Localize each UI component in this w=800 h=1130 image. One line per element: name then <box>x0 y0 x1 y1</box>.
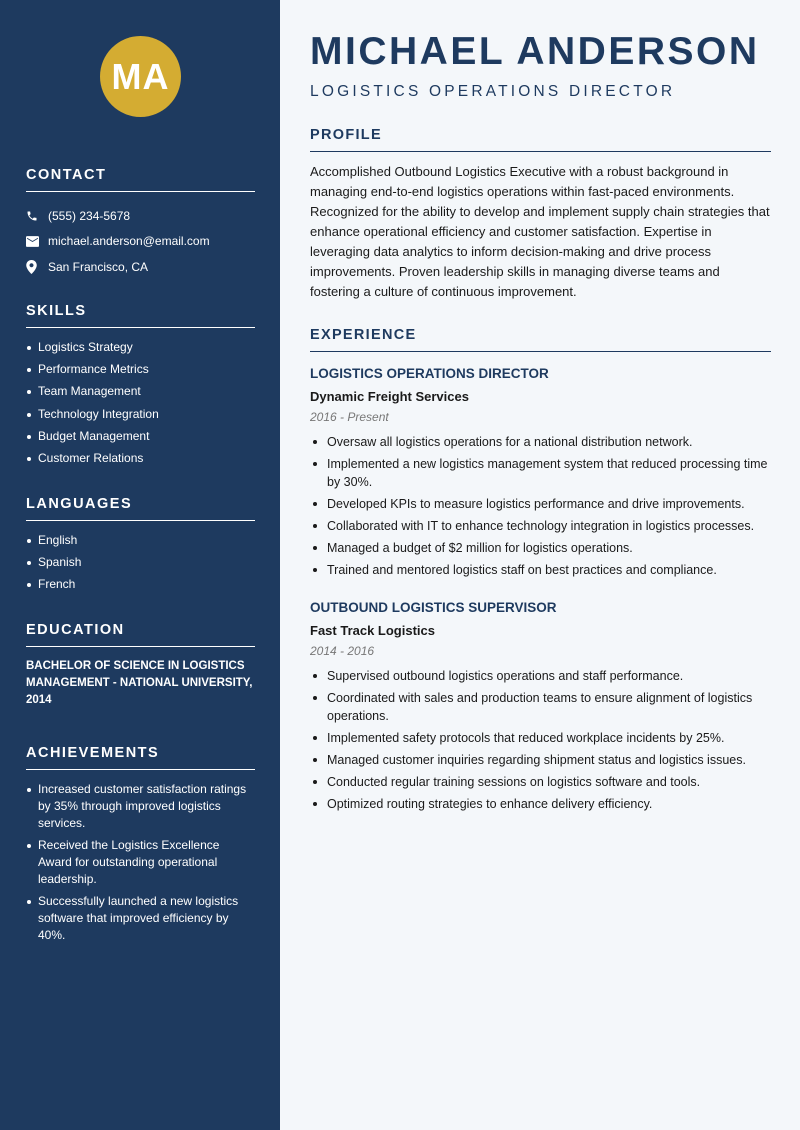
experience-section <box>310 327 771 352</box>
language-item: English <box>26 532 255 549</box>
skill-item: Logistics Strategy <box>26 339 255 356</box>
achievement-item: Received the Logistics Excellence Award for outstanding operational leadership. <box>26 837 255 888</box>
achievements-list <box>26 781 255 944</box>
education-heading: EDUCATION <box>26 622 255 647</box>
skill-item: Budget Management <box>26 428 255 445</box>
job-title-header: LOGISTICS OPERATIONS DIRECTOR <box>310 83 676 100</box>
achievement-item: Successfully launched a new logistics software that improved efficiency by 40%. <box>26 893 255 944</box>
job-bullets <box>310 667 771 813</box>
sidebar <box>0 0 280 1130</box>
job-bullet: Managed a budget of $2 million for logistics operations. <box>310 539 771 557</box>
job-bullet: Implemented a new logistics management system that reduced processing time by 30%. <box>310 455 771 491</box>
job-dates: 2016 - Present <box>310 410 389 424</box>
achievements-section <box>26 745 255 950</box>
avatar <box>100 36 181 117</box>
job-entry <box>310 366 771 583</box>
contact-phone <box>26 203 255 229</box>
candidate-name: MICHAEL ANDERSON <box>310 30 760 73</box>
job-bullet: Trained and mentored logistics staff on best practices and compliance. <box>310 561 771 579</box>
experience-heading: EXPERIENCE <box>310 327 771 352</box>
skills-list <box>26 339 255 467</box>
profile-section <box>310 127 771 302</box>
profile-text: Accomplished Outbound Logistics Executive with a robust background in managing end-to-end logistics operations within fast-paced environments. Recognized for the ability to develop and implement supply chain strategies that enhance operational efficiency and customer satisfaction. Expertise in leveraging data analytics to inform decision-making and drive process improvements. Proven leadership skills in managing diverse teams and fostering a culture of continuous improvement. <box>310 164 770 299</box>
job-bullet: Conducted regular training sessions on logistics software and tools. <box>310 773 771 791</box>
job-bullet: Implemented safety protocols that reduced workplace incidents by 25%. <box>310 729 771 747</box>
job-dates: 2014 - 2016 <box>310 644 375 658</box>
contact-email-text[interactable]: michael.anderson@email.com <box>48 234 210 249</box>
achievements-heading: ACHIEVEMENTS <box>26 745 255 770</box>
language-item: Spanish <box>26 554 255 571</box>
job-title: LOGISTICS OPERATIONS DIRECTOR <box>310 366 549 381</box>
job-bullet: Developed KPIs to measure logistics performance and drive improvements. <box>310 495 771 513</box>
languages-list <box>26 532 255 593</box>
phone-icon <box>26 210 48 222</box>
language-item: French <box>26 576 255 593</box>
languages-section <box>26 496 255 599</box>
contact-email <box>26 229 255 255</box>
job-company: Fast Track Logistics <box>310 623 435 638</box>
job-bullet: Supervised outbound logistics operations and staff performance. <box>310 667 771 685</box>
email-icon <box>26 236 48 247</box>
skill-item: Customer Relations <box>26 450 255 467</box>
contact-heading: CONTACT <box>26 167 255 192</box>
contact-list <box>26 203 255 280</box>
contact-phone-text[interactable]: (555) 234-5678 <box>48 208 131 223</box>
contact-section <box>26 167 255 280</box>
job-title: OUTBOUND LOGISTICS SUPERVISOR <box>310 600 557 615</box>
job-bullet: Oversaw all logistics operations for a national distribution network. <box>310 433 771 451</box>
profile-heading: PROFILE <box>310 127 771 152</box>
job-bullet: Managed customer inquiries regarding shipment status and logistics issues. <box>310 751 771 769</box>
skill-item: Technology Integration <box>26 406 255 423</box>
job-entry <box>310 600 771 817</box>
job-bullet: Optimized routing strategies to enhance delivery efficiency. <box>310 795 771 813</box>
contact-location-text: San Francisco, CA <box>48 259 149 274</box>
job-bullet: Collaborated with IT to enhance technology integration in logistics processes. <box>310 517 771 535</box>
skills-heading: SKILLS <box>26 303 255 328</box>
languages-heading: LANGUAGES <box>26 496 255 521</box>
skill-item: Team Management <box>26 383 255 400</box>
job-bullet: Coordinated with sales and production teams to ensure alignment of logistics operations. <box>310 689 771 725</box>
avatar-initials: MA <box>111 55 170 97</box>
education-degree: BACHELOR OF SCIENCE IN LOGISTICS MANAGEMENT - NATIONAL UNIVERSITY, 2014 <box>26 660 253 706</box>
job-company: Dynamic Freight Services <box>310 389 469 404</box>
education-section <box>26 622 255 709</box>
location-pin-icon <box>26 260 48 274</box>
job-bullets <box>310 433 771 579</box>
skill-item: Performance Metrics <box>26 361 255 378</box>
achievement-item: Increased customer satisfaction ratings by 35% through improved logistics services. <box>26 781 255 832</box>
skills-section <box>26 303 255 472</box>
contact-location <box>26 254 255 280</box>
